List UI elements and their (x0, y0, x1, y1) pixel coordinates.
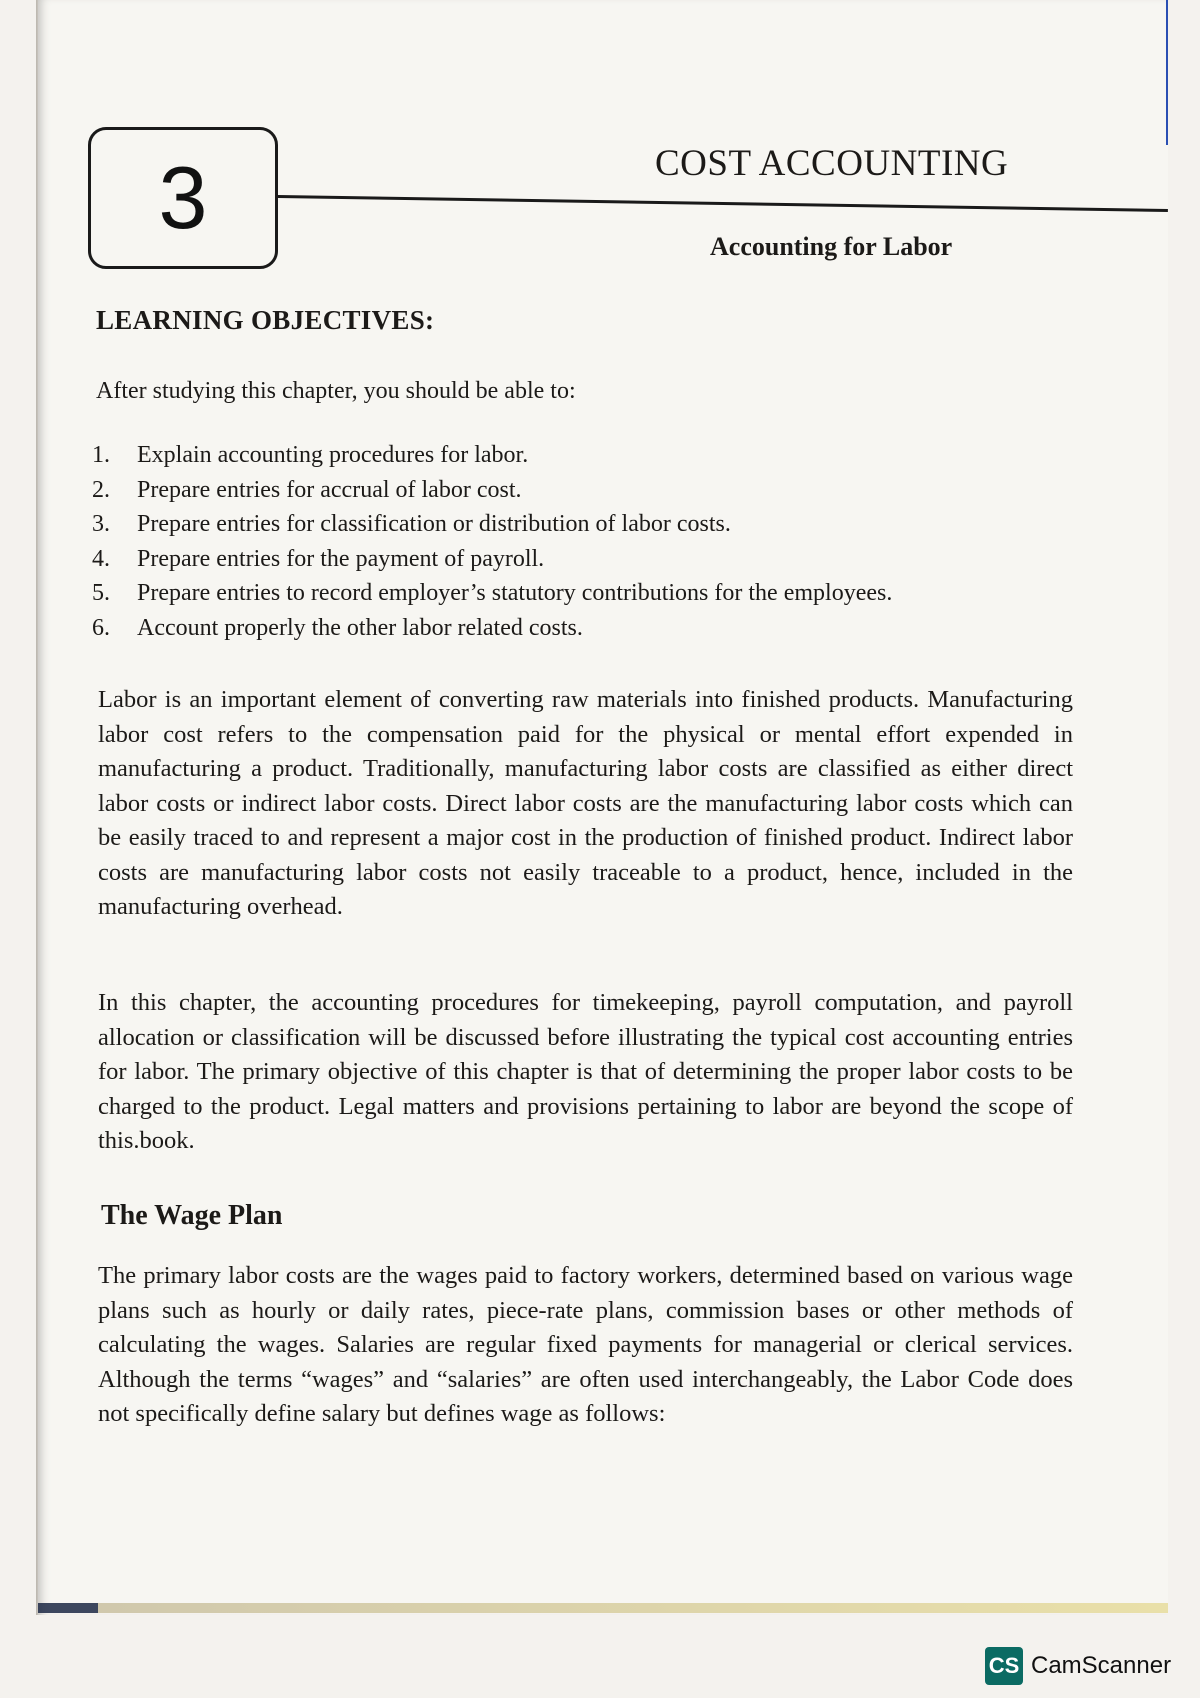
learning-objectives-heading: LEARNING OBJECTIVES: (96, 305, 435, 335)
list-item (92, 580, 892, 615)
chapter-title: Accounting for Labor (710, 232, 953, 261)
objectives-list (92, 442, 892, 649)
objectives-intro: After studying this chapter, you should be able to: (96, 378, 576, 404)
list-item-text: Explain accounting procedures for labor. (137, 442, 529, 468)
list-item (92, 477, 892, 512)
list-item-text: Prepare entries for accrual of labor cost. (137, 476, 522, 503)
body-paragraph-labor: Labor is an important element of converting raw materials into finished products. Manufacturing labor cost refers to the compensation paid for the physical or mental effort expended in manufacturing a product. Traditionally, manufacturing labor costs are classified as either direct labor costs or indirect labor costs. Direct labor costs are the manufacturing labor costs which can be easily traced to and represent a major cost in the production of finished product. Indirect labor costs are manufacturing labor costs not easily traceable to a product, hence, included in the manufacturing overhead. (98, 686, 1073, 920)
camscanner-watermark (985, 1647, 1171, 1685)
wage-plan-paragraph: The primary labor costs are the wages paid to factory workers, determined based on various wage plans such as hourly or daily rates, piece-rate plans, commission bases or other methods of calculating the wages. Salaries are regular fixed payments for managerial or clerical services. Although the terms “wages” and “salaries” are often used interchangeably, the Labor Code does not specifically define salary but defines wage as follows: (98, 1262, 1073, 1427)
list-item-number: 3. (92, 511, 110, 537)
chapter-number-box (88, 127, 278, 269)
list-item-number: 5. (92, 580, 110, 606)
list-item-text: Prepare entries to record employer’s statutory contributions for the employees. (137, 580, 893, 606)
camscanner-name: CamScanner (1031, 1652, 1172, 1679)
camscanner-logo-icon: CS (985, 1647, 1023, 1685)
list-item (92, 546, 892, 581)
list-item-number: 4. (92, 545, 110, 572)
wage-plan-heading: The Wage Plan (101, 1200, 283, 1231)
book-title: COST ACCOUNTING (655, 143, 1009, 184)
list-item (92, 615, 892, 650)
list-item-text: Account properly the other labor related costs. (137, 614, 583, 641)
list-item-number: 1. (92, 442, 110, 468)
list-item (92, 442, 892, 477)
list-item-text: Prepare entries for the payment of payroll. (137, 545, 545, 572)
list-item-number: 6. (92, 614, 110, 641)
chapter-number: 3 (158, 148, 208, 247)
list-item-text: Prepare entries for classification or distribution of labor costs. (137, 511, 731, 537)
page-bottom-band (38, 1603, 1168, 1613)
list-item (92, 511, 892, 546)
body-paragraph-chapter-scope: In this chapter, the accounting procedures for timekeeping, payroll computation, and payroll allocation or classification will be discussed before illustrating the typical cost accounting entries for labor. The primary objective of this chapter is that of determining the proper labor costs to be charged to the product. Legal matters and provisions pertaining to labor are beyond the scope of this.book. (98, 989, 1073, 1154)
scan-edge-line (1166, 0, 1168, 145)
list-item-number: 2. (92, 476, 110, 503)
